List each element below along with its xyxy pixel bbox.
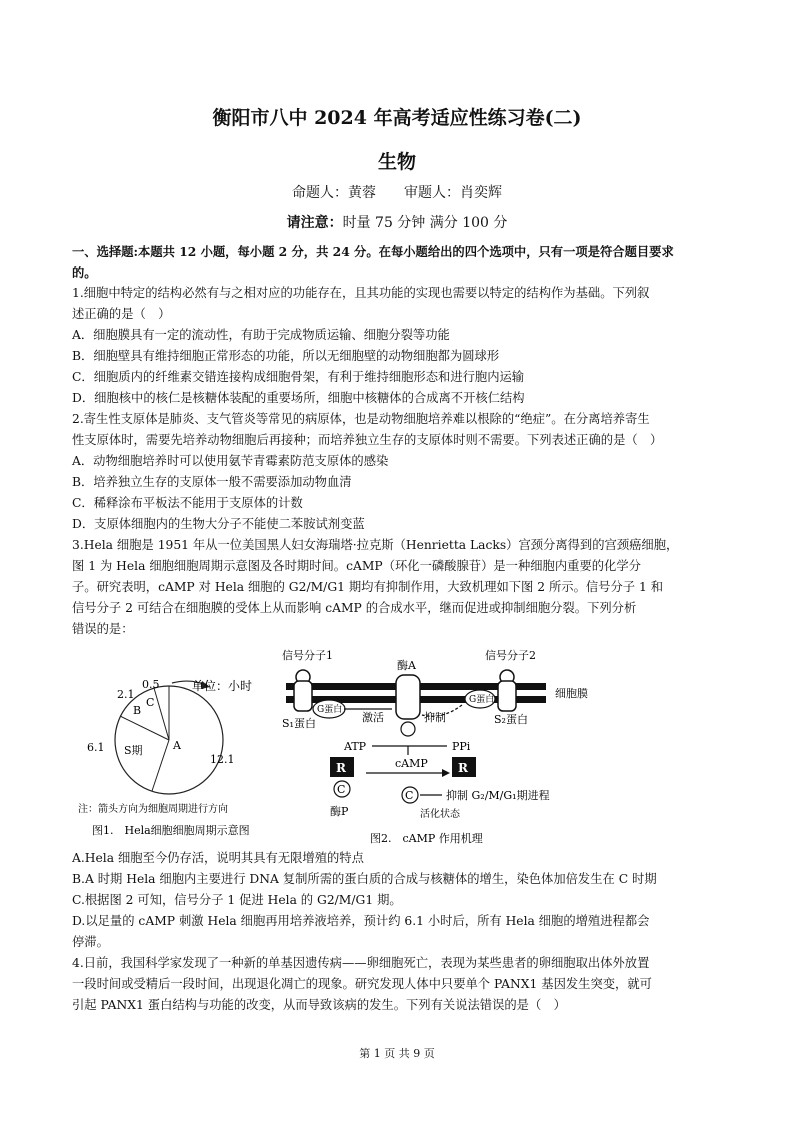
segment-label-b: B	[133, 704, 142, 717]
enzyme-a-label: 酶A	[397, 659, 416, 672]
activate-label: 激活	[362, 711, 384, 724]
regulatory-subunit-r-label: R	[336, 761, 346, 775]
q3-option-c: C.根据图 2 可知，信号分子 1 促进 Hela 的 G2/M/G1 期。	[72, 893, 402, 907]
q4-stem-2: 一段时间或受精后一段时间，出现退化凋亡的现象。研究发现人体中只要单个 PANX1 基因发生突变，就可	[72, 977, 652, 991]
unit-label: 单位：小时	[192, 679, 253, 693]
q1-stem: 1.细胞中特定的结构必然有与之相对应的功能存在，且其功能的实现也需要以特定的结构作为基础。下列叙	[72, 286, 650, 300]
segment-hours-a: 12.1	[210, 753, 235, 766]
q3-stem-4: 信号分子 2 可结合在细胞膜的受体上从而影响 cAMP 的合成水平，继而促进或抑制细胞分裂。下列分析	[72, 601, 637, 615]
q3-stem-2: 图 1 为 Hela 细胞细胞周期示意图及各时期时间。cAMP（环化一磷酸腺苷）是一种细胞内重要的化学分	[72, 559, 641, 573]
q1-option-c: C．细胞质内的纤维素交错连接构成细胞骨架，有利于维持细胞形态和进行胞内运输	[72, 370, 525, 384]
regulatory-subunit-released-label: R	[458, 761, 468, 775]
q3-option-a: A.Hela 细胞至今仍存活，说明其具有无限增殖的特点	[72, 851, 364, 865]
q2-stem-cont: 性支原体时，需要先培养动物细胞后再接种；而培养独立生存的支原体时则不需要。下列表述正确的是（ ）	[72, 433, 663, 447]
q2-stem: 2.寄生性支原体是肺炎、支气管炎等常见的病原体，也是动物细胞培养难以根除的“绝症”。在分离培养寄生	[72, 412, 650, 426]
q2-option-b: B．培养独立生存的支原体一般不需要添加动物血清	[72, 475, 352, 489]
q2-option-c: C．稀释涂布平板法不能用于支原体的计数	[72, 496, 303, 510]
q1-option-a: A．细胞膜具有一定的流动性，有助于完成物质运输、细胞分裂等功能	[72, 328, 450, 342]
segment-label-a: A	[173, 739, 181, 752]
section-heading-cont: 的。	[72, 265, 97, 280]
enzyme-p-label: 酶P	[330, 805, 349, 818]
q4-stem-3: 引起 PANX1 蛋白结构与功能的改变，从而导致该病的发生。下列有关说法错误的是（ ）	[72, 998, 566, 1012]
figure-1-caption: 图1. Hela细胞细胞周期示意图	[92, 824, 250, 837]
q3-stem: 3.Hela 细胞是 1951 年从一位美国黑人妇女海瑞塔·拉克斯（Henrietta Lacks）宫颈分离得到的宫颈癌细胞，	[72, 538, 679, 552]
figure-2-camp-mechanism	[272, 645, 612, 850]
active-state-label: 活化状态	[420, 809, 460, 820]
sector-divider	[154, 688, 169, 740]
segment-hours-c: 0.5	[142, 678, 160, 691]
catalytic-subunit-active-label: C	[405, 789, 414, 802]
q4-stem: 4.日前，我国科学家发现了一种新的单基因遗传病——卵细胞死亡，表现为某些患者的卵细胞取出体外放置	[72, 956, 650, 970]
s1-receptor	[294, 681, 312, 711]
membrane-label: 细胞膜	[555, 687, 588, 700]
notice-text: 时量 75 分钟 满分 100 分	[342, 215, 508, 231]
sector-divider	[120, 716, 169, 740]
q1-option-b: B．细胞壁具有维持细胞正常形态的功能，所以无细胞壁的动物细胞都为圆球形	[72, 349, 500, 363]
atp-label: ATP	[344, 740, 367, 753]
arrow-head-icon	[442, 769, 450, 777]
q1-stem-cont: 述正确的是（ ）	[72, 307, 171, 321]
page-number: 第 1 页 共 9 页	[359, 1047, 435, 1060]
exam-title: 衡阳市八中 2024 年高考适应性练习卷(二)	[212, 107, 582, 129]
questions-part1	[72, 241, 724, 640]
s2-protein-label: S₂蛋白	[494, 713, 528, 726]
s2-receptor	[498, 681, 516, 711]
notice-label: 请注意：	[286, 215, 343, 231]
q3-option-d-cont: 停滞。	[72, 935, 109, 949]
notice-line	[0, 212, 794, 232]
q3-option-d: D.以足量的 cAMP 刺激 Hela 细胞再用培养液培养，预计约 6.1 小时后，所有 Hela 细胞的增殖进程都会	[72, 914, 650, 928]
signal-molecule-2-label: 信号分子2	[485, 649, 536, 662]
q3-stem-5: 错误的是：	[72, 622, 134, 636]
camp-label: cAMP	[395, 757, 428, 770]
q2-option-d: D．支原体细胞内的生物大分子不能使二苯胺试剂变蓝	[72, 517, 365, 531]
segment-label-c: C	[146, 696, 155, 709]
segment-hours-s: 6.1	[87, 741, 105, 754]
subject-title: 生物	[377, 151, 416, 173]
inhibit-cycle-label: 抑制 G₂/M/G₁期进程	[446, 789, 550, 802]
q2-option-a: A．动物细胞培养时可以使用氨苄青霉素防范支原体的感染	[72, 454, 389, 468]
q3-stem-3: 子。研究表明，cAMP 对 Hela 细胞的 G2/M/G1 期均有抑制作用，大致机理如下图 2 所示。信号分子 1 和	[72, 580, 663, 594]
questions-part2	[72, 848, 724, 1016]
g-protein-1-label: G蛋白	[317, 705, 343, 715]
figure-1-note: 注：箭头方向为细胞周期进行方向	[78, 804, 228, 815]
figure-2-caption: 图2. cAMP 作用机理	[370, 832, 483, 845]
figure-1-cell-cycle	[72, 670, 272, 845]
g-protein-2-label: G蛋白	[469, 695, 495, 705]
s1-protein-label: S₁蛋白	[282, 717, 316, 730]
enzyme-a-site	[401, 722, 415, 736]
segment-label-s: S期	[124, 744, 143, 757]
section-heading: 一、选择题:本题共 12 小题，每小题 2 分，共 24 分。在每小题给出的四个选项中，只有一项是符合题目要求	[72, 244, 674, 259]
enzyme-a	[396, 675, 420, 719]
q3-option-b: B.A 时期 Hela 细胞内主要进行 DNA 复制所需的蛋白质的合成与核糖体的增生，染色体加倍发生在 C 时期	[72, 872, 657, 886]
signal-molecule-1-label: 信号分子1	[282, 649, 333, 662]
authors-line: 命题人：黄蓉 审题人：肖奕辉	[292, 185, 502, 201]
inhibit-label: 抑制	[424, 711, 446, 724]
q1-option-d: D．细胞核中的核仁是核糖体装配的重要场所，细胞中核糖体的合成离不开核仁结构	[72, 391, 525, 405]
ppi-label: PPi	[452, 740, 471, 753]
sector-divider	[152, 740, 169, 791]
segment-hours-b: 2.1	[117, 688, 135, 701]
catalytic-subunit-c-label: C	[337, 783, 346, 796]
